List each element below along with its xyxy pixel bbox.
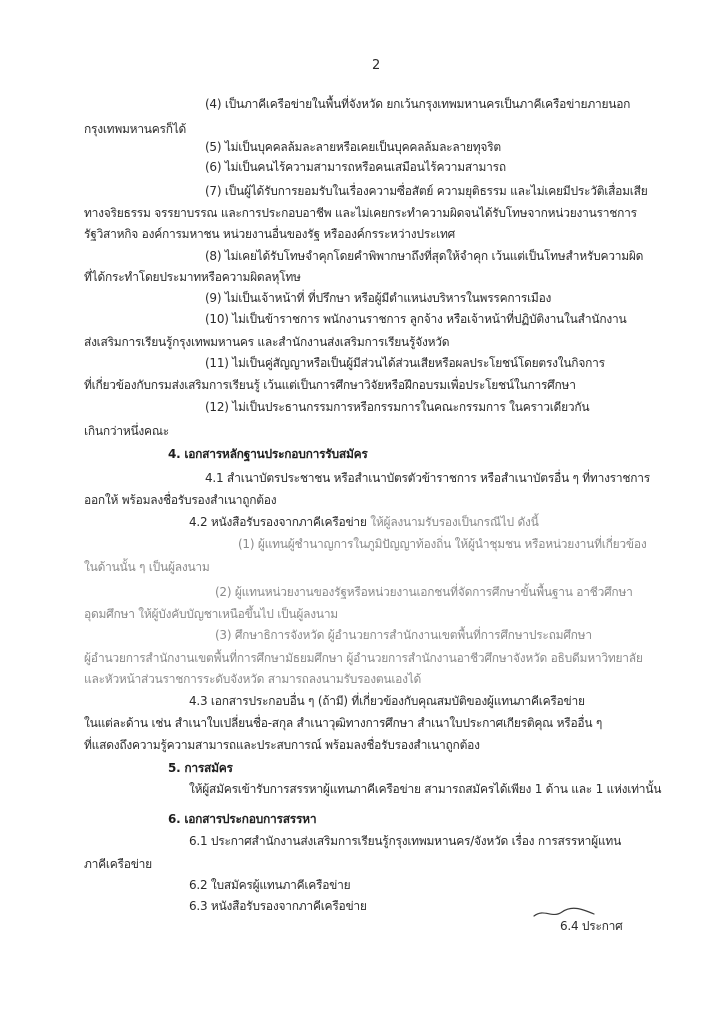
criterion-10-line-1: (10) ไม่เป็นข้าราชการ พนักงานราชการ ลูกจ้าง หรือเจ้าหน้าที่ปฏิบัติงานในสำนักงาน	[205, 312, 627, 326]
section-4-3-line-1: 4.3 เอกสารประกอบอื่น ๆ (ถ้ามี) ที่เกี่ยวข้องกับคุณสมบัติของผู้แทนภาคีเครือข่าย	[189, 694, 585, 708]
criterion-4-line-1: (4) เป็นภาคีเครือข่ายในพื้นที่จังหวัด ยกเว้นกรุงเทพมหานครเป็นภาคีเครือข่ายภายนอก	[205, 97, 631, 111]
criterion-5: (5) ไม่เป็นบุคคลล้มละลายหรือเคยเป็นบุคคลล้มละลายทุจริต	[205, 140, 501, 154]
section-6-2: 6.2 ใบสมัครผู้แทนภาคีเครือข่าย	[189, 878, 351, 892]
criterion-9: (9) ไม่เป็นเจ้าหน้าที่ ที่ปรึกษา หรือผู้มีตำแหน่งบริหารในพรรคการเมือง	[205, 291, 552, 305]
section-5-heading: 5. การสมัคร	[168, 761, 233, 775]
section-4-2-heading: 4.2 หนังสือรับรองจากภาคีเครือข่าย	[189, 515, 367, 529]
criterion-7-line-1: (7) เป็นผู้ได้รับการยอมรับในเรื่องความซื่อสัตย์ ความยุติธรรม และไม่เคยมีประวัติเสื่อมเสีย	[205, 184, 648, 198]
section-6-1-line-1: 6.1 ประกาศสำนักงานส่งเสริมการเรียนรู้กรุงเทพมหานคร/จังหวัด เรื่อง การสรรหาผู้แทน	[189, 834, 622, 848]
section-4-1-line-1: 4.1 สำเนาบัตรประชาชน หรือสำเนาบัตรตัวข้าราชการ หรือสำเนาบัตรอื่น ๆ ที่ทางราชการ	[205, 471, 650, 485]
section-4-2-3-line-2: ผู้อำนวยการสำนักงานเขตพื้นที่การศึกษามัธยมศึกษา ผู้อำนวยการสำนักงานอาชีวศึกษาจังหวัด อธิบดีมหาวิทยาลัย	[84, 651, 643, 665]
section-4-heading: 4. เอกสารหลักฐานประกอบการรับสมัคร	[168, 447, 368, 461]
criterion-12-line-1: (12) ไม่เป็นประธานกรรมการหรือกรรมการในคณะกรรมการ ในคราวเดียวกัน	[205, 400, 590, 414]
criterion-7-line-2: ทางจริยธรรม จรรยาบรรณ และการประกอบอาชีพ และไม่เคยกระทำความผิดจนได้รับโทษจากหน่วยงานราชการ	[84, 206, 637, 220]
criterion-12-line-2: เกินกว่าหนึ่งคณะ	[84, 424, 169, 438]
section-4-2-3-line-1: (3) ศึกษาธิการจังหวัด ผู้อำนวยการสำนักงานเขตพื้นที่การศึกษาประถมศึกษา	[215, 628, 592, 642]
section-4-2-instruction: ให้ผู้ลงนามรับรองเป็นกรณีไป ดังนี้	[370, 515, 539, 529]
criterion-6: (6) ไม่เป็นคนไร้ความสามารถหรือคนเสมือนไร้ความสามารถ	[205, 160, 506, 174]
section-4-3-line-3: ที่แสดงถึงความรู้ความสามารถและประสบการณ์ พร้อมลงชื่อรับรองสำเนาถูกต้อง	[84, 738, 480, 752]
section-4-2-2-line-2: อุดมศึกษา ให้ผู้บังคับบัญชาเหนือขึ้นไป เป็นผู้ลงนาม	[84, 607, 338, 621]
section-4-2-2-line-1: (2) ผู้แทนหน่วยงานของรัฐหรือหน่วยงานเอกชนที่จัดการศึกษาขั้นพื้นฐาน อาชีวศึกษา	[215, 585, 633, 599]
criterion-7-line-3: รัฐวิสาหกิจ องค์การมหาชน หน่วยงานอื่นของรัฐ หรือองค์กรระหว่างประเทศ	[84, 227, 456, 241]
section-6-heading: 6. เอกสารประกอบการสรรหา	[168, 812, 317, 826]
section-4-1-line-2: ออกให้ พร้อมลงชื่อรับรองสำเนาถูกต้อง	[84, 493, 277, 507]
criterion-11-line-1: (11) ไม่เป็นคู่สัญญาหรือเป็นผู้มีส่วนได้ส่วนเสียหรือผลประโยชน์โดยตรงในกิจการ	[205, 356, 605, 370]
section-4-2-1-line-2: ในด้านนั้น ๆ เป็นผู้ลงนาม	[84, 560, 210, 574]
page-number: 2	[372, 58, 381, 73]
criterion-10-line-2: ส่งเสริมการเรียนรู้กรุงเทพมหานคร และสำนักงานส่งเสริมการเรียนรู้จังหวัด	[84, 335, 450, 349]
criterion-8-line-2: ที่ได้กระทำโดยประมาทหรือความผิดลหุโทษ	[84, 270, 301, 284]
criterion-8-line-1: (8) ไม่เคยได้รับโทษจำคุกโดยคำพิพากษาถึงที่สุดให้จำคุก เว้นแต่เป็นโทษสำหรับความผิด	[205, 249, 644, 263]
section-4-2-line	[189, 514, 539, 530]
section-4-3-line-2: ในแต่ละด้าน เช่น สำเนาใบเปลี่ยนชื่อ-สกุล สำเนาวุฒิทางการศึกษา สำเนาใบประกาศเกียรติคุณ หรืออื่น ๆ	[84, 716, 603, 730]
catchword: 6.4 ประกาศ	[560, 919, 623, 933]
criterion-11-line-2: ที่เกี่ยวข้องกับกรมส่งเสริมการเรียนรู้ เว้นแต่เป็นการศึกษาวิจัยหรือฝึกอบรมเพื่อประโยชน์ในการศึกษา	[84, 378, 576, 392]
section-6-1-line-2: ภาคีเครือข่าย	[84, 857, 152, 871]
section-4-2-1-line-1: (1) ผู้แทนผู้ชำนาญการในภูมิปัญญาท้องถิ่น ให้ผู้นำชุมชน หรือหน่วยงานที่เกี่ยวข้อง	[238, 537, 647, 551]
criterion-4-line-2: กรุงเทพมหานครก็ได้	[84, 122, 187, 136]
section-6-3: 6.3 หนังสือรับรองจากภาคีเครือข่าย	[189, 899, 367, 913]
section-5-body: ให้ผู้สมัครเข้ารับการสรรหาผู้แทนภาคีเครือข่าย สามารถสมัครได้เพียง 1 ด้าน และ 1 แห่งเท่านั้น	[189, 782, 662, 796]
section-4-2-3-line-3: และหัวหน้าส่วนราชการระดับจังหวัด สามารถลงนามรับรองตนเองได้	[84, 672, 422, 686]
